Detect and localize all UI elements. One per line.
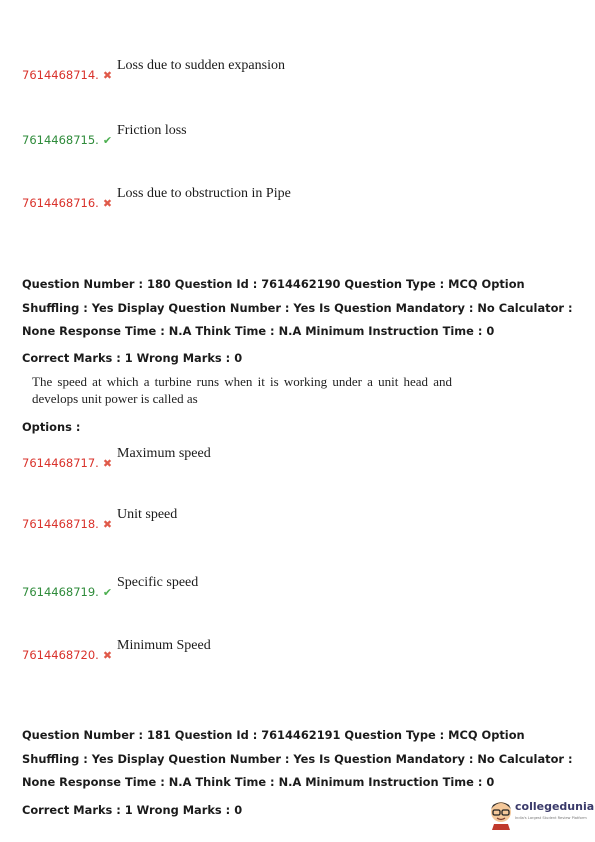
question-text-180: The speed at which a turbine runs when it is working under a unit head and develops unit power is called as: [32, 374, 452, 406]
logo-tagline: India's Largest Student Review Platform: [515, 816, 587, 820]
check-icon: ✔: [102, 134, 113, 147]
cross-icon: ✖: [102, 649, 113, 662]
option-text: Specific speed: [117, 575, 199, 590]
option-text: Friction loss: [117, 123, 187, 138]
cross-icon: ✖: [102, 457, 113, 470]
option-id: 7614468718.: [22, 517, 99, 531]
question-marks-181: Correct Marks : 1 Wrong Marks : 0: [22, 803, 243, 817]
option-id: 7614468720.: [22, 648, 99, 662]
question-header-181: Question Number : 181 Question Id : 7614462191 Question Type : MCQ Option Shuffling : Yes Display Question Number : Yes Is Question Mandatory : No Calculator : None Response Time : N.A Think Time : N.A Minimum Instruction Time : 0: [22, 728, 573, 789]
check-icon: ✔: [102, 586, 113, 599]
option-text: Minimum Speed: [117, 638, 211, 653]
option-id: 7614468715.: [22, 133, 99, 147]
cross-icon: ✖: [102, 518, 113, 531]
question-marks-180: Correct Marks : 1 Wrong Marks : 0: [22, 351, 243, 365]
question-header-180: Question Number : 180 Question Id : 7614462190 Question Type : MCQ Option Shuffling : Yes Display Question Number : Yes Is Question Mandatory : No Calculator : None Response Time : N.A Think Time : N.A Minimum Instruction Time : 0: [22, 277, 573, 338]
option-text: Unit speed: [117, 507, 178, 522]
cross-icon: ✖: [102, 69, 113, 82]
collegedunia-logo: [488, 796, 595, 830]
option-text: Loss due to sudden expansion: [117, 58, 285, 73]
cross-icon: ✖: [102, 197, 113, 210]
option-id: 7614468714.: [22, 68, 99, 82]
logo-name: collegedunia: [515, 800, 595, 813]
option-id: 7614468716.: [22, 196, 99, 210]
option-id: 7614468719.: [22, 585, 99, 599]
option-text: Loss due to obstruction in Pipe: [117, 186, 291, 201]
options-label: Options :: [22, 420, 81, 434]
option-text: Maximum speed: [117, 446, 211, 461]
student-mascot-icon: [488, 796, 514, 830]
option-id: 7614468717.: [22, 456, 99, 470]
